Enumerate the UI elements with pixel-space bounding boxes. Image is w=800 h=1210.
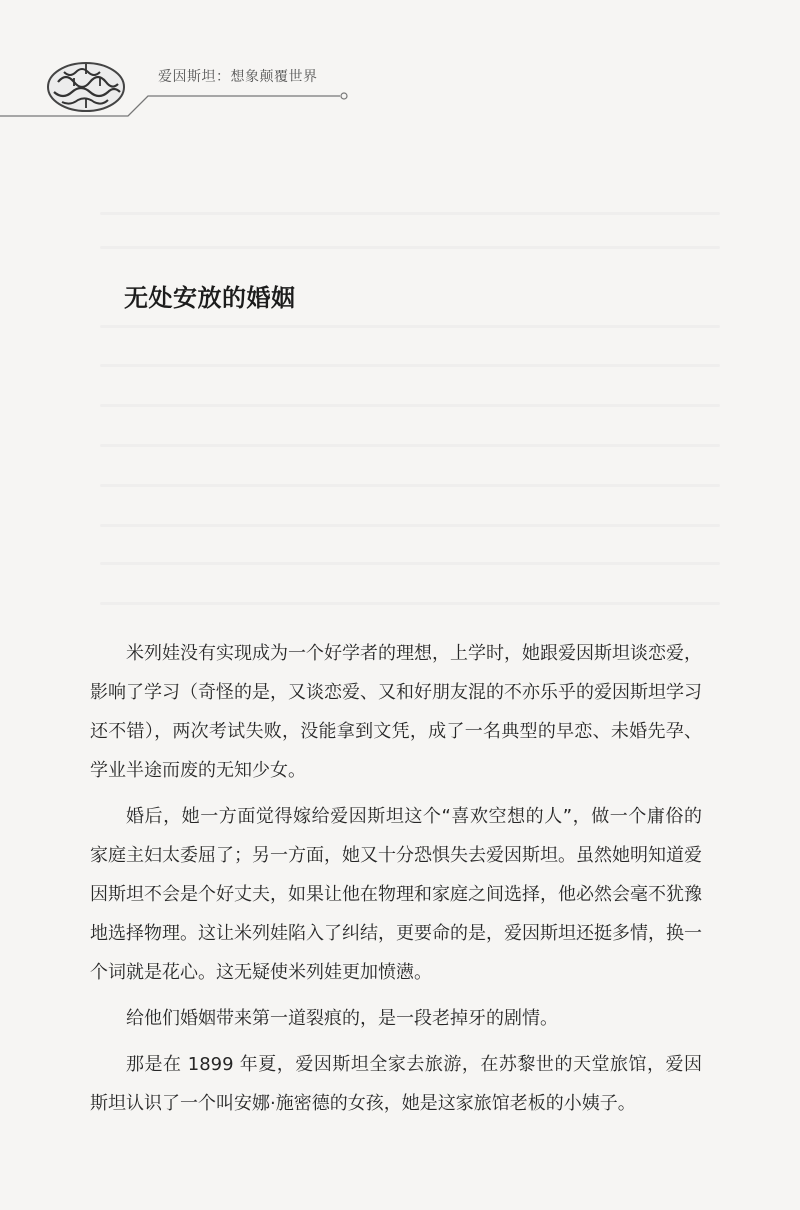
bleed-through-line [100,404,720,407]
book-title: 爱因斯坦：想象颠覆世界 [158,69,318,85]
paragraph: 婚后，她一方面觉得嫁给爱因斯坦这个“喜欢空想的人”，做一个庸俗的家庭主妇太委屈了；另一方面，她又十分恐惧失去爱因斯坦。虽然她明知道爱因斯坦不会是个好丈夫，如果让他在物理和家庭之间选择，他必然会毫不犹豫地选择物理。这让米列娃陷入了纠结，更要命的是，爱因斯坦还挺多情，换一个词就是花心。这无疑使米列娃更加愤懑。 [90,806,702,983]
bleed-through-line [100,524,720,527]
bleed-through-line [100,212,720,215]
bleed-through-line [100,364,720,367]
bleed-through-line [100,246,720,249]
paragraph: 那是在 1899 年夏，爱因斯坦全家去旅游，在苏黎世的天堂旅馆，爱因斯坦认识了一个叫安娜·施密德的女孩，她是这家旅馆老板的小姨子。 [90,1054,702,1114]
chapter-title: 无处安放的婚姻 [124,284,296,312]
bleed-through-line [100,444,720,447]
running-header [0,0,800,140]
bleed-through-line [100,602,720,605]
brain-icon [44,58,128,114]
paragraph: 米列娃没有实现成为一个好学者的理想，上学时，她跟爱因斯坦谈恋爱，影响了学习（奇怪的是，又谈恋爱、又和好朋友混的不亦乐乎的爱因斯坦学习还不错），两次考试失败，没能拿到文凭，成了一名典型的早恋、未婚先孕、学业半途而废的无知少女。 [90,643,702,781]
body-text [90,634,702,1130]
paragraph: 给他们婚姻带来第一道裂痕的，是一段老掉牙的剧情。 [126,1008,558,1029]
bleed-through-line [100,562,720,565]
bleed-through-line [100,484,720,487]
bleed-through-line [100,325,720,328]
